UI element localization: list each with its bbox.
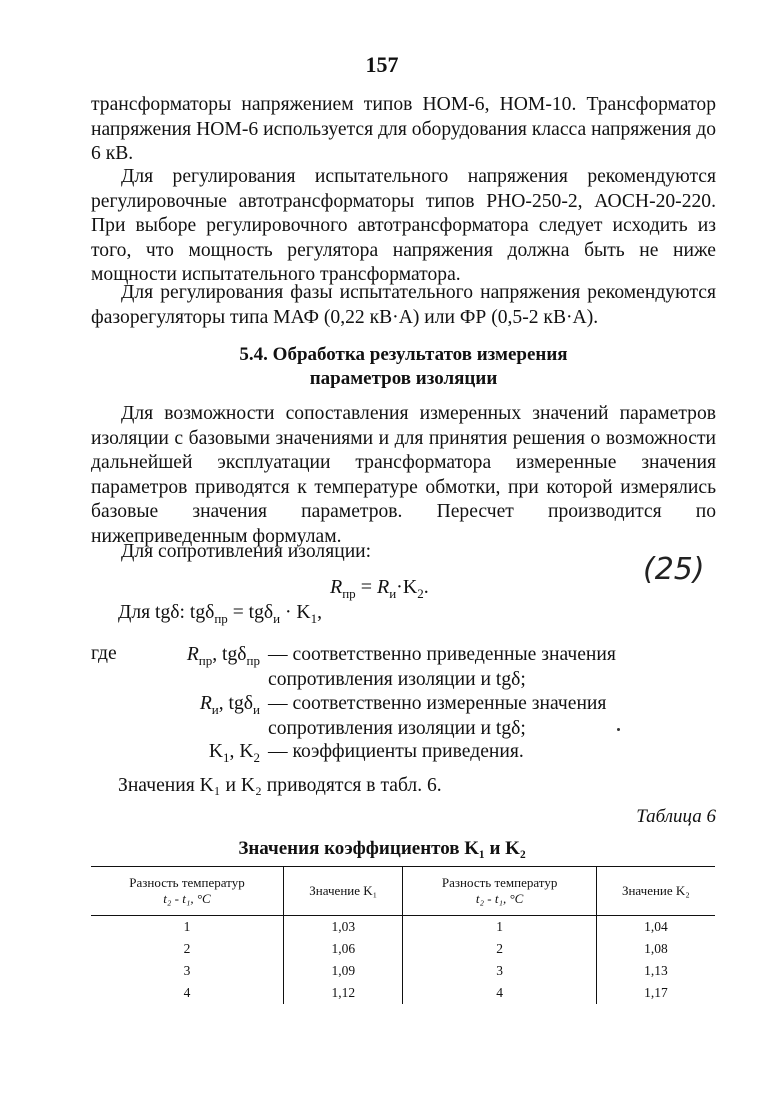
paragraph-5	[91, 540, 716, 565]
values-line: Значения K₁ и K₂ приводятся в табл. 6.	[118, 775, 442, 796]
table-cell: 1,12	[284, 982, 403, 1004]
paragraph-4	[91, 402, 716, 550]
table-cell: 1	[403, 916, 596, 939]
table-cell: 1,09	[284, 960, 403, 982]
header-temp-diff-1-sub: t₂ - t₁, °C	[163, 891, 211, 906]
table-cell: 4	[183, 985, 191, 1000]
table-cell: 1	[183, 919, 191, 934]
coefficients-table	[91, 866, 715, 1004]
table-cell: 1,04	[596, 916, 715, 939]
paragraph-2	[91, 165, 716, 288]
header-k2: Значение K₂	[596, 867, 715, 916]
header-temp-diff-2-label: Разность температур	[441, 875, 558, 890]
section-heading	[91, 343, 716, 391]
page-number: 157	[365, 52, 399, 77]
paragraph-3-text: Для регулирования фазы испытательного напряжения рекомендуются фазорегуляторы типа МАФ (0,22 кВ·А) или ФР (0,5-2 кВ·А).	[91, 282, 716, 328]
table-row	[91, 916, 715, 939]
paragraph-1-text: трансформаторы напряжением типов НОМ-6, НОМ-10. Трансформатор напряжения НОМ-6 используется для оборудования класса напряжения до 6 кВ.	[91, 94, 716, 165]
table-cell: 2	[403, 938, 596, 960]
table-cell: 3	[183, 963, 191, 978]
header-temp-diff-2-sub: t₂ - t₁, °C	[475, 891, 524, 906]
definition-2-desc: — соответственно измеренные значения сопротивления изоляции и tgδ;	[268, 693, 607, 739]
header-k1: Значение K₁	[284, 867, 403, 916]
table-label: Таблица 6	[636, 806, 716, 827]
table-row	[91, 938, 715, 960]
header-temp-diff-1-label: Разность температур	[129, 875, 245, 890]
table-row	[91, 982, 715, 1004]
handwritten-note: (25)	[643, 552, 705, 587]
table-cell: 1,06	[284, 938, 403, 960]
table-title: Значения коэффициентов K₁ и K₂	[238, 838, 526, 859]
section-heading-line-1: 5.4. Обработка результатов измерения	[239, 344, 568, 365]
section-heading-line-2: параметров изоляции	[309, 368, 498, 389]
table-cell: 3	[403, 960, 596, 982]
paragraph-3	[91, 281, 716, 330]
formula-tg-prefix: Для tgδ: tgδ	[118, 602, 215, 623]
table-header-row	[91, 867, 715, 916]
table-cell: 1,13	[596, 960, 715, 982]
table-row	[91, 960, 715, 982]
definition-1-desc: — соответственно приведенные значения сопротивления изоляции и tgδ;	[268, 644, 616, 690]
paragraph-2-text: Для регулирования испытательного напряжения рекомендуются регулировочные автотрансформаторы типов РНО-250-2, АОСН-20-220. При выборе регулировочного автотрансформатора следует исходить из того, что мощность регулятора напряжения должна быть не ниже мощности испытательного трансформатора.	[91, 166, 716, 286]
definition-3-desc: — коэффициенты приведения.	[268, 741, 524, 762]
table-cell: 2	[183, 941, 191, 956]
formula-resistance: $R_{пр} = R_и\cdot K_2$.	[330, 576, 429, 601]
table-cell: 1,17	[596, 982, 715, 1004]
definition-2-term: $R_и$, tgδ$_и$	[199, 693, 260, 717]
paragraph-4-text: Для возможности сопоставления измеренных значений параметров изоляции с базовыми значениями и для принятия решения о возможности дальнейшей эксплуатации трансформатора измеренные значения параметров приводятся к температуре обмотки, при которой измерялись базовые значения параметров. Пересчет производится по нижеприведенным формулам.	[91, 403, 716, 547]
table-cell: 1,03	[284, 916, 403, 939]
definition-1-term: $R_{пр}$, tgδ$_{пр}$	[186, 644, 260, 668]
table-cell: 1,08	[596, 938, 715, 960]
header-temp-diff-2	[403, 867, 596, 916]
definition-3-term: $K_1$, $K_2$	[208, 741, 260, 765]
header-temp-diff-1	[91, 867, 284, 916]
where-word: где	[91, 643, 117, 664]
ink-speck	[617, 728, 620, 731]
formula-tg: Для tgδ: $tg\delta_{пр} = tg\delta_и \cdot K_1$,	[118, 602, 322, 626]
table-cell: 4	[403, 982, 596, 1004]
paragraph-5-text: Для сопротивления изоляции:	[121, 541, 372, 562]
paragraph-1	[91, 93, 716, 167]
